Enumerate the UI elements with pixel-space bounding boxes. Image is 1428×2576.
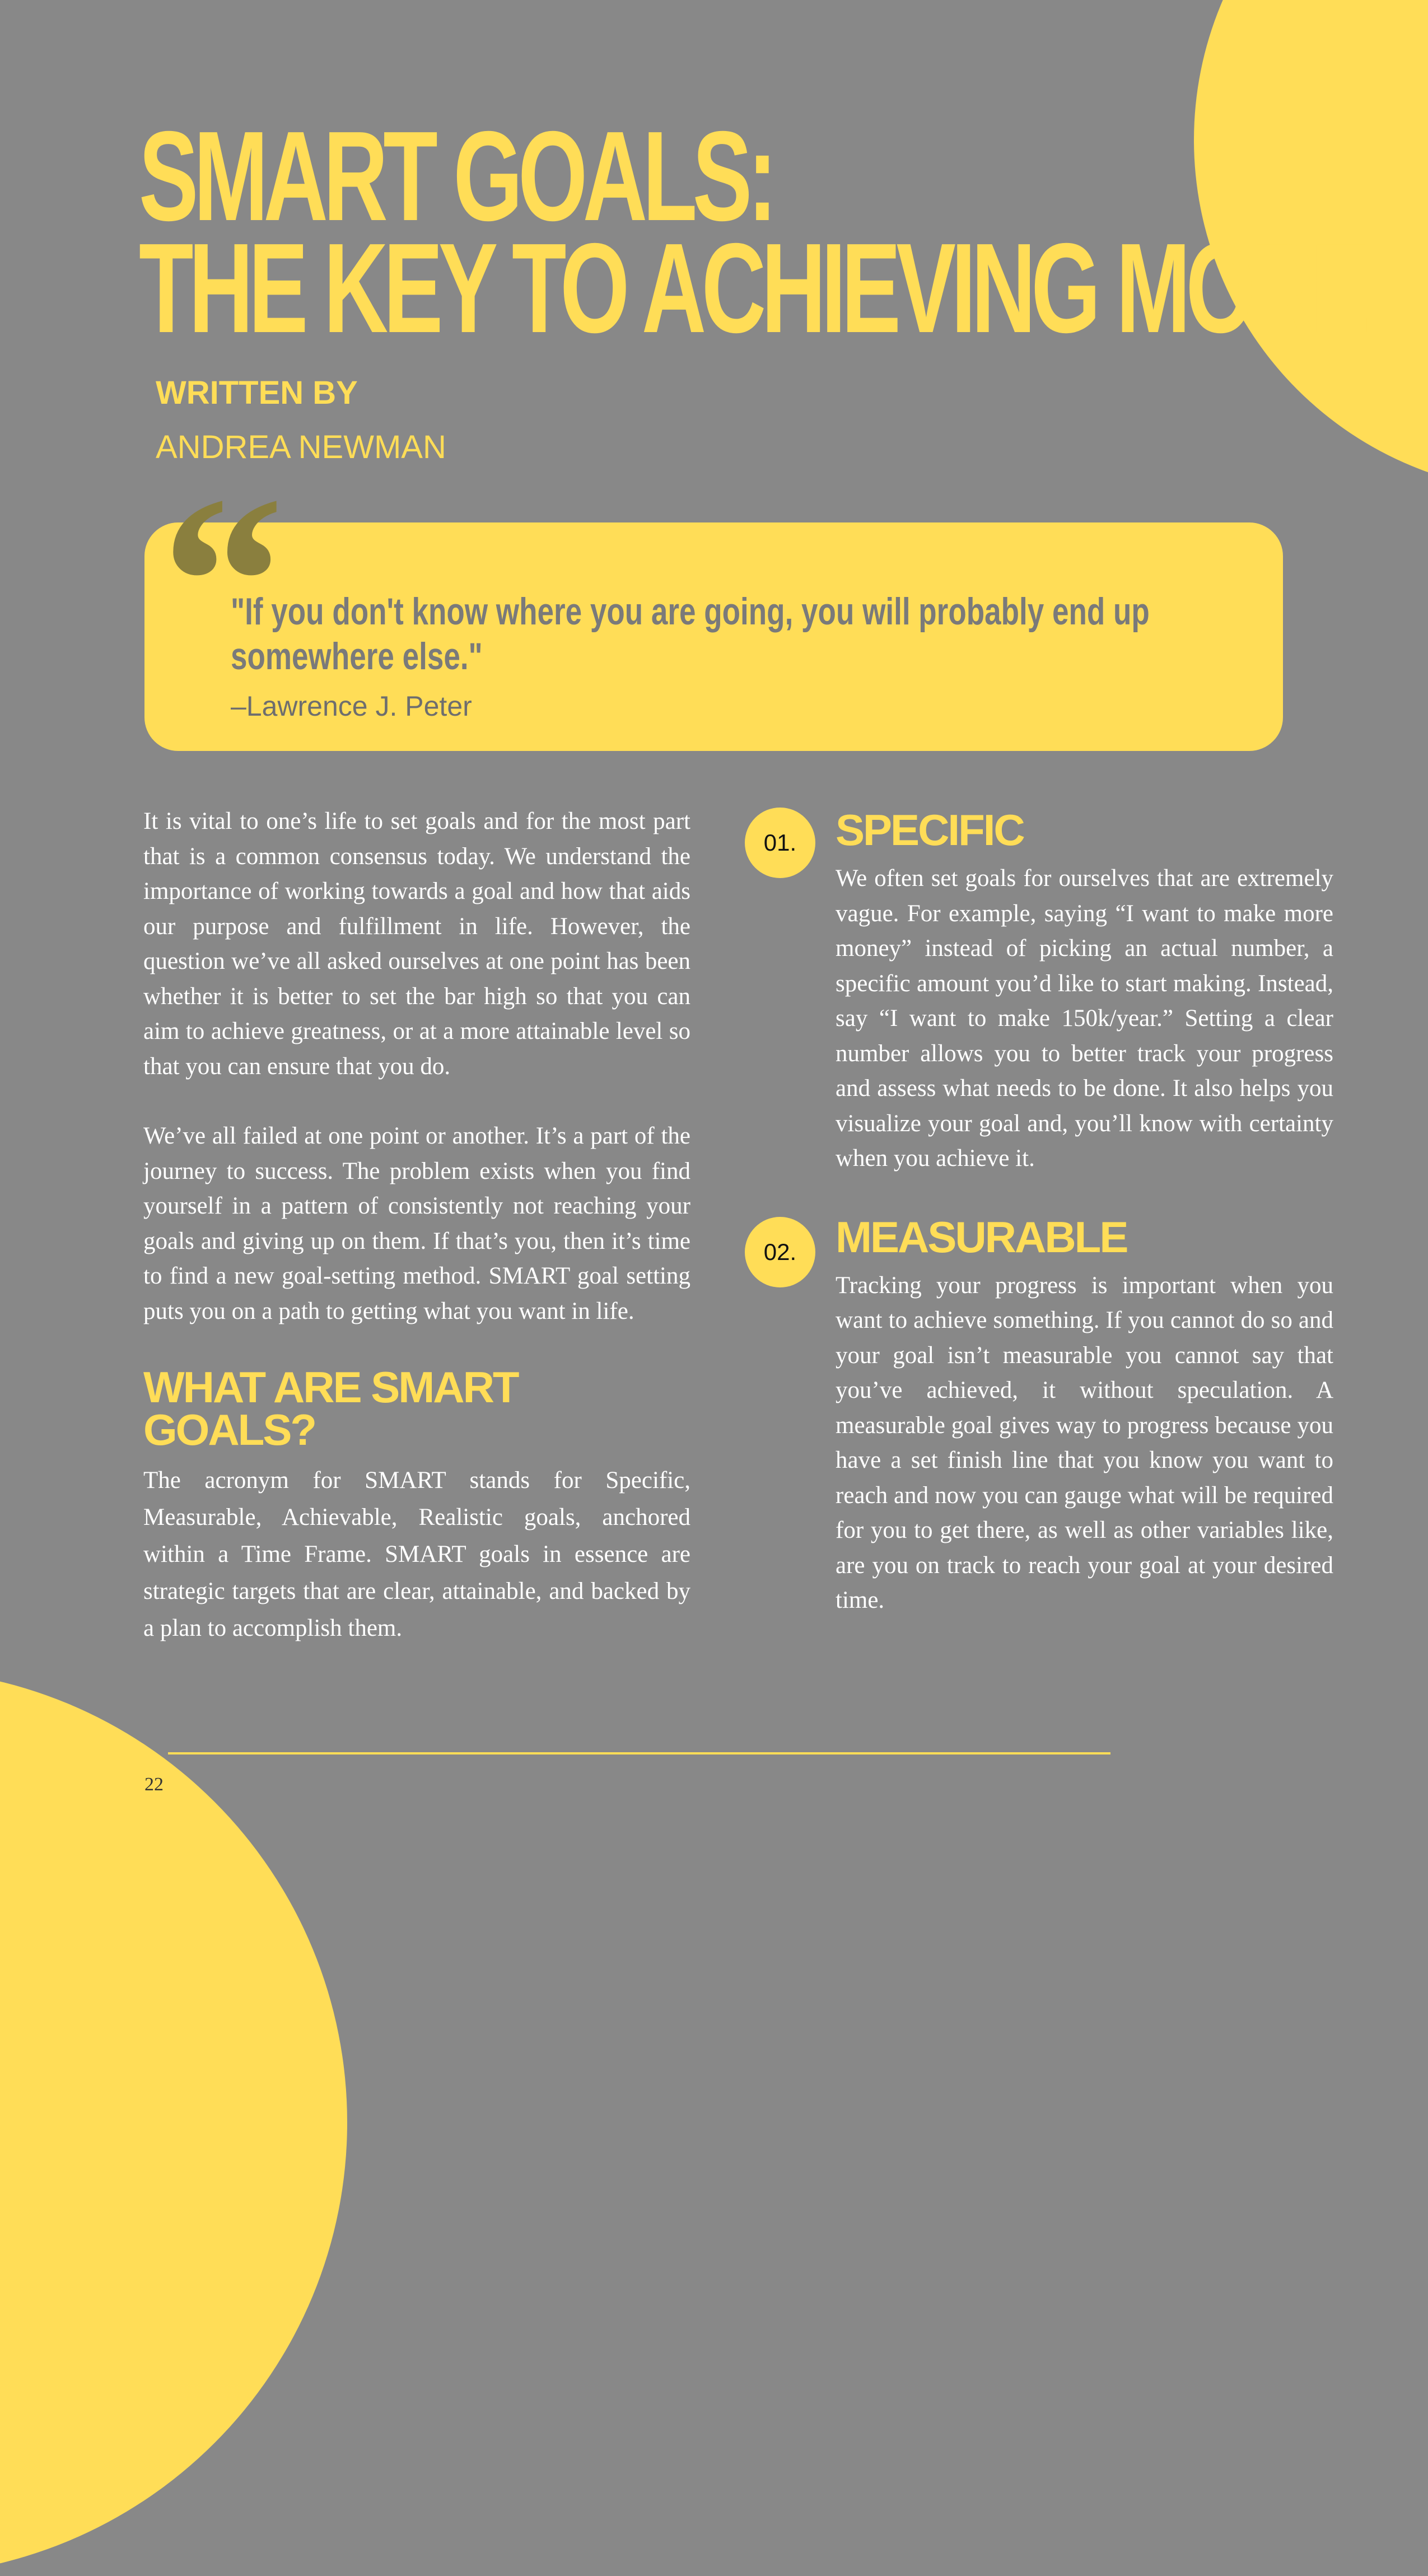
quote-mark-icon: “ xyxy=(161,446,284,718)
title-line-1: SMART GOALS: xyxy=(139,105,773,248)
number-badge: 01. xyxy=(745,808,815,878)
intro-paragraph-1: It is vital to one’s life to set goals and for the most part that is a common consensus today. We understand the importance of working towards a goal and how that aids our purpose and fulfillment in life. However, the question we’ve all asked ourselves at one point has been whether it is better to set the bar high so that you can aim to achieve greatness, or at a more attainable level so that you can ensure that you do. xyxy=(143,808,690,1080)
item-heading: SPECIFIC xyxy=(836,805,1024,855)
decorative-circle-bottom-left xyxy=(0,1669,347,2576)
quote-line-1: "If you don't know where you are going, you will probably end up xyxy=(231,590,1150,633)
list-item-specific xyxy=(763,804,1333,1177)
quote-text xyxy=(231,589,1150,679)
number-badge: 02. xyxy=(745,1217,815,1287)
what-are-paragraph: The acronym for SMART stands for Specific, Measurable, Achievable, Realistic goals, anchored within a Time Frame. SMART goals in essence are strategic targets that are clear, attainable, and backed by a plan to accomplish them. xyxy=(143,1467,690,1641)
intro-paragraph-2: We’ve all failed at one point or another. It’s a part of the journey to success. The problem exists when you find yourself in a pattern of consistently not reaching your goals and giving up on them. If that’s you, then it’s time to find a new goal-setting method. SMART goal setting puts you on a path to getting what you want in life. xyxy=(143,1123,690,1324)
byline-label: WRITTEN BY xyxy=(156,375,358,411)
footer-divider xyxy=(168,1752,1110,1754)
quote-line-2: somewhere else." xyxy=(231,635,483,678)
page-title xyxy=(139,105,1366,360)
byline-author: ANDREA NEWMAN xyxy=(156,429,446,465)
paragraph-spacer xyxy=(143,1084,690,1119)
what-are-heading: WHAT ARE SMART GOALS? xyxy=(143,1362,518,1454)
list-item-measurable xyxy=(763,1212,1333,1618)
item-text: Tracking your progress is important when you want to achieve something. If you cannot do so and your goal isn’t measurable you cannot say that you’ve achieved, it without speculation. A measurable goal gives way to progress because you have a set finish line that you know you want to reach and now you can gauge what will be required for you to get there, as well as other variables like, are you on track to reach your goal at your desired time. xyxy=(836,1272,1333,1613)
item-text: We often set goals for ourselves that are extremely vague. For example, saying “I want to make more money” instead of picking an actual number, a specific amount you’d like to start making. Instead, say “I want to make 150k/year.” Setting a clear number allows you to better track your progress and assess what needs to be done. It also helps you visualize your goal and, you’ll know with certainty when you achieve it. xyxy=(836,865,1333,1172)
left-column xyxy=(143,804,690,1647)
right-column xyxy=(763,804,1333,1618)
page-number: 22 xyxy=(144,1774,164,1795)
item-heading: MEASURABLE xyxy=(836,1212,1127,1262)
title-line-2: THE KEY TO ACHIEVING MORE xyxy=(139,217,1366,360)
quote-attribution: –Lawrence J. Peter xyxy=(231,690,472,722)
